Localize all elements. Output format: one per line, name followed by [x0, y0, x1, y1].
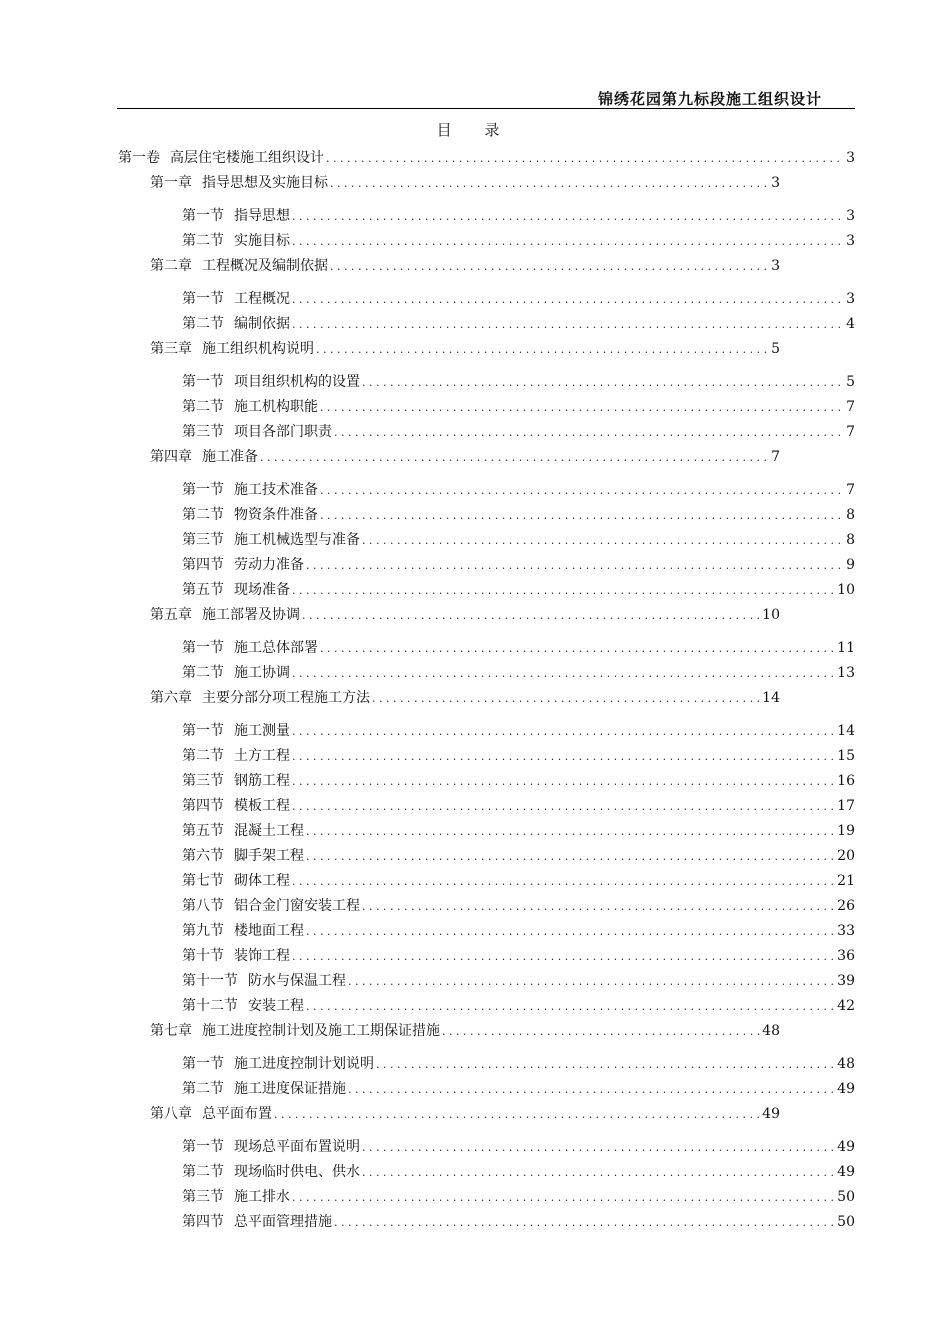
dot-leader: [260, 447, 769, 468]
toc-entry-number: 第七节: [182, 873, 224, 889]
dot-leader: [292, 231, 844, 252]
toc-entry-number: 第五节: [182, 582, 224, 598]
dot-leader: [330, 173, 769, 194]
toc-entry-sect[interactable]: [182, 996, 855, 1016]
toc-entry-page-number: 15: [837, 748, 855, 764]
toc-entry-title: 铝合金门窗安装工程: [234, 898, 360, 914]
dot-leader: [320, 638, 835, 659]
toc-entry-title: 安装工程: [248, 998, 304, 1014]
toc-entry-page-number: 7: [846, 482, 855, 498]
toc-entry-page-number: 3: [846, 291, 855, 307]
dot-leader: [362, 1162, 835, 1183]
toc-entry-page-number: 10: [837, 582, 855, 598]
toc-entry-page-number: 10: [762, 607, 780, 623]
toc-entry-page-number: 14: [762, 690, 780, 706]
toc-entry-chap[interactable]: [150, 688, 780, 708]
toc-entry-title: 钢筋工程: [234, 773, 290, 789]
toc-entry-number: 第二节: [182, 507, 224, 523]
toc-entry-sect[interactable]: [182, 580, 855, 600]
toc-entry-sect[interactable]: [182, 971, 855, 991]
dot-leader: [362, 530, 844, 551]
toc-entry-sect[interactable]: [182, 1137, 855, 1157]
toc-entry-number: 第四节: [182, 557, 224, 573]
toc-entry-page-number: 49: [837, 1164, 855, 1180]
dot-leader: [292, 796, 835, 817]
toc-entry-chap[interactable]: [150, 1021, 780, 1041]
toc-entry-number: 第九节: [182, 923, 224, 939]
toc-entry-page-number: 3: [846, 208, 855, 224]
toc-entry-number: 第五节: [182, 823, 224, 839]
toc-entry-title: 施工准备: [202, 449, 258, 465]
toc-entry-page-number: 50: [837, 1189, 855, 1205]
toc-entry-number: 第三节: [182, 532, 224, 548]
toc-entry-page-number: 19: [837, 823, 855, 839]
toc-entry-title: 工程概况: [234, 291, 290, 307]
toc-entry-page-number: 7: [846, 424, 855, 440]
toc-entry-number: 第一节: [182, 640, 224, 656]
toc-entry-number: 第二节: [182, 1164, 224, 1180]
toc-entry-page-number: 42: [837, 998, 855, 1014]
dot-leader: [334, 422, 844, 443]
dot-leader: [292, 663, 835, 684]
toc-entry-number: 第三节: [182, 1189, 224, 1205]
toc-entry-sect[interactable]: [182, 796, 855, 816]
dot-leader: [348, 971, 835, 992]
toc-entry-title: 主要分部分项工程施工方法: [202, 690, 370, 706]
dot-leader: [292, 289, 844, 310]
toc-entry-title: 实施目标: [234, 233, 290, 249]
toc-entry-title: 工程概况及编制依据: [202, 258, 328, 274]
toc-entry-sect[interactable]: [182, 505, 855, 525]
toc-entry-page-number: 3: [771, 175, 780, 191]
toc-entry-sect[interactable]: [182, 206, 855, 226]
toc-entry-sect[interactable]: [182, 821, 855, 841]
toc-entry-page-number: 13: [837, 665, 855, 681]
toc-entry-number: 第二节: [182, 748, 224, 764]
toc-entry-sect[interactable]: [182, 846, 855, 866]
toc-entry-number: 第八章: [150, 1106, 192, 1122]
toc-entry-sect[interactable]: [182, 1212, 855, 1232]
toc-entry-title: 总平面布置: [202, 1106, 272, 1122]
toc-entry-title: 高层住宅楼施工组织设计: [170, 150, 324, 166]
toc-entry-sect[interactable]: [182, 771, 855, 791]
dot-leader: [334, 1212, 835, 1233]
toc-entry-page-number: 49: [762, 1106, 780, 1122]
dot-leader: [292, 771, 835, 792]
dot-leader: [376, 1054, 835, 1075]
toc-entry-title: 指导思想: [234, 208, 290, 224]
toc-entry-sect[interactable]: [182, 871, 855, 891]
toc-entry-title: 混凝土工程: [234, 823, 304, 839]
toc-entry-page-number: 3: [846, 150, 855, 166]
toc-entry-page-number: 21: [837, 873, 855, 889]
toc-entry-title: 劳动力准备: [234, 557, 304, 573]
toc-entry-title: 模板工程: [234, 798, 290, 814]
toc-entry-sect[interactable]: [182, 746, 855, 766]
dot-leader: [302, 605, 760, 626]
dot-leader: [306, 846, 835, 867]
toc-entry-title: 施工机构职能: [234, 399, 318, 415]
toc-entry-page-number: 11: [837, 640, 855, 656]
toc-entry-number: 第一节: [182, 482, 224, 498]
toc-entry-title: 总平面管理措施: [234, 1214, 332, 1230]
toc-entry-number: 第六节: [182, 848, 224, 864]
toc-entry-page-number: 36: [837, 948, 855, 964]
toc-entry-title: 编制依据: [234, 316, 290, 332]
toc-entry-title: 施工组织机构说明: [202, 341, 314, 357]
toc-entry-sect[interactable]: [182, 721, 855, 741]
toc-entry-chap[interactable]: [150, 605, 780, 625]
toc-entry-sect[interactable]: [182, 231, 855, 251]
dot-leader: [442, 1021, 760, 1042]
dot-leader: [306, 921, 835, 942]
dot-leader: [362, 896, 835, 917]
dot-leader: [316, 339, 769, 360]
dot-leader: [292, 946, 835, 967]
toc-entry-number: 第二节: [182, 665, 224, 681]
toc-entry-number: 第三节: [182, 773, 224, 789]
toc-entry-sect[interactable]: [182, 289, 855, 309]
toc-entry-page-number: 33: [837, 923, 855, 939]
dot-leader: [306, 996, 835, 1017]
toc-entry-page-number: 49: [837, 1139, 855, 1155]
toc-entry-page-number: 3: [771, 258, 780, 274]
toc-entry-number: 第三节: [182, 424, 224, 440]
toc-entry-page-number: 3: [846, 233, 855, 249]
toc-entry-number: 第二节: [182, 316, 224, 332]
toc-entry-title: 物资条件准备: [234, 507, 318, 523]
toc-entry-page-number: 16: [837, 773, 855, 789]
toc-entry-page-number: 7: [846, 399, 855, 415]
toc-entry-number: 第二章: [150, 258, 192, 274]
toc-entry-number: 第六章: [150, 690, 192, 706]
toc-entry-sect[interactable]: [182, 372, 855, 392]
toc-entry-number: 第十二节: [182, 998, 238, 1014]
toc-entry-number: 第一节: [182, 208, 224, 224]
toc-entry-page-number: 7: [771, 449, 780, 465]
toc-entry-number: 第一章: [150, 175, 192, 191]
toc-entry-title: 项目组织机构的设置: [234, 374, 360, 390]
toc-entry-title: 防水与保温工程: [248, 973, 346, 989]
toc-entry-title: 指导思想及实施目标: [202, 175, 328, 191]
toc-entry-title: 现场准备: [234, 582, 290, 598]
dot-leader: [320, 505, 844, 526]
toc-entry-sect[interactable]: [182, 638, 855, 658]
toc-entry-title: 施工进度控制计划说明: [234, 1056, 374, 1072]
toc-entry-page-number: 5: [771, 341, 780, 357]
toc-entry-number: 第一节: [182, 374, 224, 390]
toc-entry-chap[interactable]: [150, 1104, 780, 1124]
toc-entry-sect[interactable]: [182, 314, 855, 334]
toc-entry-title: 项目各部门职责: [234, 424, 332, 440]
toc-entry-sect[interactable]: [182, 1162, 855, 1182]
toc-entry-title: 施工排水: [234, 1189, 290, 1205]
toc-entry-title: 装饰工程: [234, 948, 290, 964]
dot-leader: [292, 314, 844, 335]
toc-entry-title: 施工机械选型与准备: [234, 532, 360, 548]
toc-entry-page-number: 5: [846, 374, 855, 390]
toc-entry-page-number: 48: [837, 1056, 855, 1072]
toc-entry-title: 施工进度控制计划及施工工期保证措施: [202, 1023, 440, 1039]
toc-entry-sect[interactable]: [182, 946, 855, 966]
toc-entry-page-number: 8: [846, 507, 855, 523]
toc-entry-number: 第五章: [150, 607, 192, 623]
dot-leader: [362, 372, 844, 393]
dot-leader: [372, 688, 760, 709]
toc-entry-vol[interactable]: [118, 148, 855, 168]
toc-entry-number: 第八节: [182, 898, 224, 914]
dot-leader: [306, 555, 844, 576]
dot-leader: [292, 580, 835, 601]
toc-entry-title: 施工总体部署: [234, 640, 318, 656]
toc-entry-sect[interactable]: [182, 555, 855, 575]
toc-entry-title: 脚手架工程: [234, 848, 304, 864]
toc-entry-title: 施工部署及协调: [202, 607, 300, 623]
toc-entry-number: 第一节: [182, 1056, 224, 1072]
toc-entry-sect[interactable]: [182, 1187, 855, 1207]
toc-entry-number: 第一节: [182, 723, 224, 739]
toc-entry-number: 第二节: [182, 399, 224, 415]
toc-entry-page-number: 14: [837, 723, 855, 739]
toc-entry-sect[interactable]: [182, 663, 855, 683]
toc-entry-number: 第二节: [182, 233, 224, 249]
toc-entry-title: 土方工程: [234, 748, 290, 764]
toc-entry-title: 现场总平面布置说明: [234, 1139, 360, 1155]
toc-entry-number: 第二节: [182, 1081, 224, 1097]
toc-entry-title: 施工协调: [234, 665, 290, 681]
toc-entry-chap[interactable]: [150, 339, 780, 359]
toc-entry-sect[interactable]: [182, 422, 855, 442]
toc-entry-sect[interactable]: [182, 921, 855, 941]
toc-entry-page-number: 49: [837, 1081, 855, 1097]
toc-entry-chap[interactable]: [150, 447, 780, 467]
toc-entry-page-number: 9: [846, 557, 855, 573]
toc-entry-chap[interactable]: [150, 256, 780, 276]
toc-entry-number: 第十一节: [182, 973, 238, 989]
dot-leader: [306, 821, 835, 842]
toc-entry-sect[interactable]: [182, 530, 855, 550]
toc-entry-title: 砌体工程: [234, 873, 290, 889]
toc-entry-number: 第四章: [150, 449, 192, 465]
toc-entry-title: 施工测量: [234, 723, 290, 739]
toc-entry-sect[interactable]: [182, 1079, 855, 1099]
toc-entry-page-number: 39: [837, 973, 855, 989]
toc-entry-sect[interactable]: [182, 397, 855, 417]
toc-entry-page-number: 17: [837, 798, 855, 814]
toc-entry-number: 第四节: [182, 798, 224, 814]
toc-entry-title: 楼地面工程: [234, 923, 304, 939]
toc-entry-title: 现场临时供电、供水: [234, 1164, 360, 1180]
dot-leader: [326, 148, 844, 169]
document-header-title: 锦绣花园第九标段施工组织设计: [597, 90, 822, 108]
dot-leader: [320, 397, 844, 418]
toc-entry-number: 第一节: [182, 291, 224, 307]
dot-leader: [330, 256, 769, 277]
toc-heading: 目 录: [436, 121, 514, 139]
toc-entry-sect[interactable]: [182, 480, 855, 500]
dot-leader: [292, 871, 835, 892]
toc-entry-page-number: 20: [837, 848, 855, 864]
dot-leader: [292, 206, 844, 227]
toc-entry-number: 第七章: [150, 1023, 192, 1039]
toc-entry-number: 第四节: [182, 1214, 224, 1230]
toc-entry-sect[interactable]: [182, 896, 855, 916]
toc-entry-number: 第三章: [150, 341, 192, 357]
dot-leader: [348, 1079, 835, 1100]
toc-entry-page-number: 26: [837, 898, 855, 914]
toc-entry-title: 施工进度保证措施: [234, 1081, 346, 1097]
toc-entry-page-number: 50: [837, 1214, 855, 1230]
dot-leader: [362, 1137, 835, 1158]
toc-entry-number: 第十节: [182, 948, 224, 964]
toc-entry-page-number: 8: [846, 532, 855, 548]
toc-entry-page-number: 48: [762, 1023, 780, 1039]
dot-leader: [292, 746, 835, 767]
toc-entry-page-number: 4: [846, 316, 855, 332]
toc-entry-sect[interactable]: [182, 1054, 855, 1074]
dot-leader: [320, 480, 844, 501]
toc-entry-number: 第一卷: [118, 150, 160, 166]
toc-entry-chap[interactable]: [150, 173, 780, 193]
dot-leader: [292, 1187, 835, 1208]
dot-leader: [274, 1104, 760, 1125]
dot-leader: [292, 721, 835, 742]
toc-entry-title: 施工技术准备: [234, 482, 318, 498]
toc-entry-number: 第一节: [182, 1139, 224, 1155]
